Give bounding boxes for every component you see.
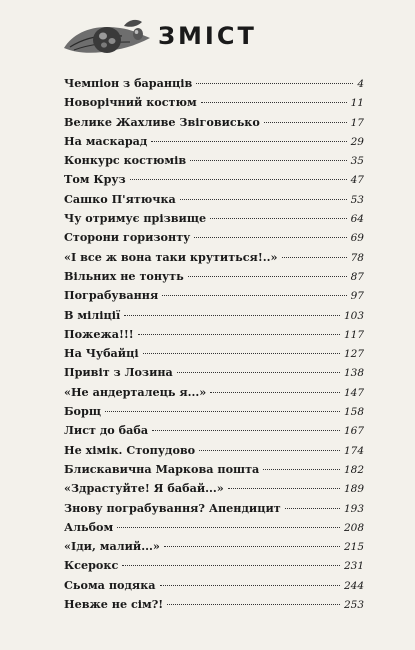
dot-leader <box>167 604 340 605</box>
toc-entry-page-number: 4 <box>357 78 364 90</box>
toc-entry <box>64 578 364 597</box>
toc-entry-title: Лист до баба <box>64 423 149 438</box>
dot-leader <box>117 527 340 528</box>
dot-leader <box>264 122 347 123</box>
toc-entry <box>64 346 364 365</box>
toc-entry-title: «Здрастуйте! Я бабай...» <box>64 481 224 496</box>
toc-entry-page-number: 138 <box>343 367 364 380</box>
toc-entry <box>64 192 364 211</box>
toc-entry <box>64 115 364 134</box>
page-header <box>60 14 260 64</box>
toc-entry-page-number: 193 <box>343 502 364 515</box>
toc-entry-page-number: 167 <box>343 425 364 438</box>
toc-entry-title: Сашко П'ятючка <box>64 191 176 206</box>
toc-entry <box>64 250 364 269</box>
toc-entry <box>64 558 364 577</box>
toc-entry <box>64 520 364 539</box>
dot-leader <box>210 218 347 219</box>
dot-leader <box>162 295 346 296</box>
toc-entry-page-number: 53 <box>350 193 364 206</box>
toc-entry-title: Альбом <box>64 519 114 534</box>
toc-entry <box>64 230 364 249</box>
toc-entry-title: Блискавична Маркова пошта <box>64 461 260 476</box>
toc-entry-title: Ксерокс <box>64 558 119 573</box>
toc-entry <box>64 211 364 230</box>
dot-leader <box>152 430 340 431</box>
toc-entry-page-number: 208 <box>343 521 364 534</box>
toc-entry-title: Велике Жахливе Звіговисько <box>64 114 260 129</box>
dot-leader <box>122 565 340 566</box>
dot-leader <box>263 469 340 470</box>
toc-entry <box>64 172 364 191</box>
toc-entry-page-number: 189 <box>343 483 364 496</box>
toc-entry-page-number: 215 <box>343 541 364 554</box>
toc-entry <box>64 153 364 172</box>
toc-entry-page-number: 64 <box>350 213 364 226</box>
toc-entry <box>64 385 364 404</box>
dot-leader <box>196 83 353 84</box>
dot-leader <box>285 508 340 509</box>
toc-entry-page-number: 87 <box>350 270 364 283</box>
toc-entry-page-number: 182 <box>343 463 364 476</box>
toc-entry <box>64 462 364 481</box>
toc-entry-page-number: 147 <box>343 386 364 399</box>
toc-entry-title: Сьома подяка <box>64 577 156 592</box>
ornament-icon <box>60 14 156 64</box>
toc-entry-title: Чу отримує прізвище <box>64 211 207 226</box>
toc-entry-page-number: 78 <box>350 251 364 264</box>
toc-entry-page-number: 253 <box>343 599 364 612</box>
toc-entry-title: На Чубайці <box>64 346 139 361</box>
dot-leader <box>180 199 347 200</box>
toc-entry-page-number: 97 <box>350 290 364 303</box>
dot-leader <box>282 257 347 258</box>
toc-entry-page-number: 47 <box>350 174 364 187</box>
dot-leader <box>188 276 347 277</box>
dot-leader <box>130 179 347 180</box>
dot-leader <box>190 160 347 161</box>
toc-entry-title: Новорічний костюм <box>64 95 197 110</box>
toc-entry <box>64 269 364 288</box>
toc-entry <box>64 95 364 114</box>
toc-entry <box>64 481 364 500</box>
toc-entry <box>64 288 364 307</box>
toc-entry <box>64 404 364 423</box>
dot-leader <box>228 488 340 489</box>
dot-leader <box>160 585 340 586</box>
toc-entry <box>64 501 364 520</box>
toc-entry-title: Конкурс костюмів <box>64 153 187 168</box>
toc-entry-title: Том Круз <box>64 172 126 187</box>
dot-leader <box>199 450 340 451</box>
toc-entry-title: На маскарад <box>64 133 148 148</box>
toc-entry-title: Чемпіон з баранців <box>64 76 193 90</box>
dot-leader <box>210 392 340 393</box>
toc-entry <box>64 76 364 95</box>
toc-entry <box>64 443 364 462</box>
toc-entry-page-number: 174 <box>343 444 364 457</box>
toc-entry <box>64 308 364 327</box>
toc-entry-title: Сторони горизонту <box>64 230 191 245</box>
dot-leader <box>164 546 340 547</box>
toc-entry-title: Знову пограбування? Апендицит <box>64 500 281 515</box>
toc-entry <box>64 134 364 153</box>
toc-entry-title: «Не андерталець я...» <box>64 384 207 399</box>
toc-entry-page-number: 158 <box>343 406 364 419</box>
toc-entry-title: Пожежа!!! <box>64 326 134 341</box>
toc-entry-page-number: 35 <box>350 155 364 168</box>
toc-entry-title: В міліції <box>64 307 121 322</box>
toc-entry-title: Борщ <box>64 404 101 419</box>
toc-entry <box>64 597 364 616</box>
table-of-contents <box>64 76 364 616</box>
toc-entry-title: Невже не сім?! <box>64 597 164 612</box>
toc-entry-title: «І все ж вона таки крутиться!..» <box>64 249 278 264</box>
toc-entry <box>64 327 364 346</box>
toc-entry <box>64 539 364 558</box>
toc-entry-page-number: 117 <box>343 328 364 341</box>
dot-leader <box>138 334 340 335</box>
toc-entry-title: Привіт з Лозина <box>64 365 173 380</box>
toc-entry-page-number: 231 <box>343 560 364 573</box>
toc-entry-title: Не хімік. Стопудово <box>64 442 196 457</box>
toc-entry-title: Вільних не тонуть <box>64 268 184 283</box>
toc-entry-page-number: 17 <box>350 116 364 129</box>
toc-entry-title: Пограбування <box>64 288 159 303</box>
dot-leader <box>143 353 340 354</box>
dot-leader <box>124 315 340 316</box>
toc-entry <box>64 423 364 442</box>
toc-entry <box>64 365 364 384</box>
toc-entry-page-number: 69 <box>350 232 364 245</box>
dot-leader <box>201 102 347 103</box>
toc-entry-page-number: 103 <box>343 309 364 322</box>
dot-leader <box>177 372 340 373</box>
dot-leader <box>194 237 346 238</box>
toc-entry-page-number: 29 <box>350 135 364 148</box>
toc-entry-title: «Іди, малий...» <box>64 539 160 554</box>
dot-leader <box>151 141 346 142</box>
page-title: ЗМІСТ <box>158 22 257 50</box>
toc-entry-page-number: 11 <box>350 97 364 110</box>
toc-entry-page-number: 127 <box>343 348 364 361</box>
dot-leader <box>105 411 340 412</box>
toc-entry-page-number: 244 <box>343 579 364 592</box>
